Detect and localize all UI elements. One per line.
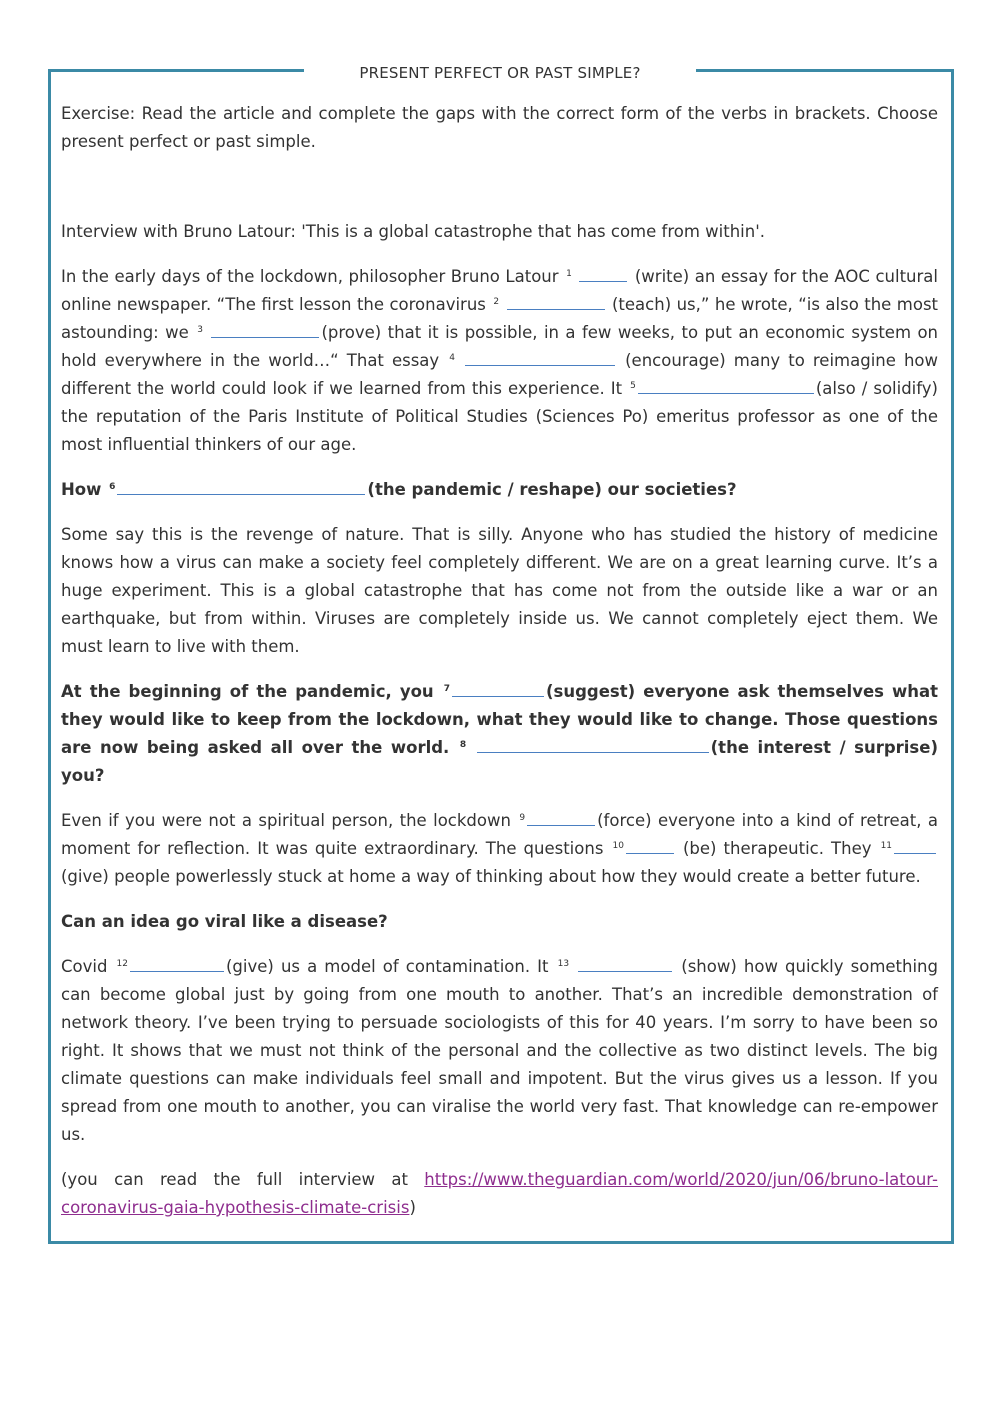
gap-input-4[interactable] [465, 347, 615, 366]
text: (prove) that it is possible, in a few weeks, to put an economic system on hold everywhere in the world…“ That essay [61, 323, 939, 370]
text: Even if you were not a spiritual person, the lockdown [61, 811, 518, 830]
gap-number-1: 1 [566, 268, 572, 279]
gap-number-2: 2 [493, 296, 500, 307]
gap-number-6: 6 [109, 481, 116, 492]
text: How [61, 480, 108, 499]
gap-input-5[interactable] [638, 375, 814, 394]
text: Covid [61, 957, 115, 976]
paragraph-2: Some say this is the revenge of nature. That is silly. Anyone who has studied the history of medicine knows how a virus can make a society feel completely different. We are on a great learning curve. It’s a huge experiment. This is a global catastrophe that has come not from the outside like a war or an earthquake, but from within. Viruses are completely inside us. We cannot completely eject them. We must learn to live with them. [61, 525, 938, 656]
text: (you can read the full interview at [61, 1170, 425, 1189]
paragraph-1 [61, 263, 938, 459]
gap-number-13: 13 [557, 958, 570, 969]
text: (force) everyone into a kind of retreat, a moment for reflection. It was quite extraordinary. The questions [61, 811, 938, 858]
text: (suggest) everyone ask themselves what they would like to keep from the lockdown, what they would like to change. Those questions are now being asked all over the world. [61, 682, 939, 757]
text: (give) us a model of contamination. It [226, 957, 556, 976]
question-1 [61, 476, 938, 504]
gap-number-9: 9 [519, 812, 526, 823]
gap-input-6[interactable] [117, 476, 365, 495]
gap-input-9[interactable] [527, 807, 595, 826]
gap-input-13[interactable] [578, 953, 672, 972]
gap-input-1[interactable] [579, 263, 627, 282]
spacer [61, 173, 938, 218]
gap-input-2[interactable] [507, 291, 605, 310]
gap-input-12[interactable] [130, 953, 224, 972]
gap-number-10: 10 [612, 840, 624, 851]
frame-top-border-right [696, 69, 954, 72]
text: At the beginning of the pandemic, you [61, 682, 442, 701]
paragraph-4 [61, 953, 938, 1149]
text: (give) people powerlessly stuck at home a way of thinking about how they would create a better future. [61, 867, 921, 886]
guardian-article-link[interactable]: https://www.theguardian.com/world/2020/jun/06/bruno-latour-coronavirus-gaia-hypothesis-climate-crisis [61, 1170, 938, 1217]
gap-number-5: 5 [630, 380, 636, 391]
gap-number-4: 4 [449, 352, 455, 363]
gap-number-3: 3 [197, 324, 203, 335]
gap-input-8[interactable] [477, 734, 709, 753]
question-2 [61, 678, 938, 790]
text: ) [409, 1198, 416, 1217]
gap-number-8: 8 [459, 739, 467, 750]
gap-input-10[interactable] [626, 835, 674, 854]
gap-number-12: 12 [116, 958, 128, 969]
frame-top-border-left [48, 69, 304, 72]
text: (encourage) many to reimagine how different the world could look if we learned from this experience. It [61, 351, 938, 398]
gap-number-11: 11 [880, 840, 893, 851]
gap-input-7[interactable] [452, 678, 544, 697]
worksheet-title: PRESENT PERFECT OR PAST SIMPLE? [359, 64, 641, 82]
text: (also / solidify) the reputation of the Paris Institute of Political Studies (Sciences Po) emeritus professor as one of the most influential thinkers of our age. [61, 379, 938, 454]
footer-source [61, 1166, 938, 1222]
text: (show) how quickly something can become global just by going from one mouth to another. That’s an incredible demonstration of network theory. I’ve been trying to persuade sociologists of this for 40 years. I’m sorry to have been so right. It shows that we must not think of the personal and the collective as two distinct levels. The big climate questions can make individuals feel small and impotent. But the virus gives us a lesson. If you spread from one mouth to another, you can viralise the world very fast. That knowledge can re-empower us. [61, 957, 938, 1144]
gap-number-7: 7 [443, 683, 450, 694]
gap-input-3[interactable] [211, 319, 319, 338]
gap-input-11[interactable] [894, 835, 936, 854]
text: (the pandemic / reshape) our societies? [367, 480, 737, 499]
instructions: Exercise: Read the article and complete the gaps with the correct form of the verbs in brackets. Choose present perfect or past simple. [61, 104, 938, 151]
text: (the interest / surprise) you? [61, 738, 938, 785]
question-3: Can an idea go viral like a disease? [61, 912, 388, 931]
headline: Interview with Bruno Latour: 'This is a global catastrophe that has come from within'. [61, 222, 765, 241]
text: In the early days of the lockdown, philosopher Bruno Latour [61, 267, 565, 286]
paragraph-3 [61, 807, 938, 891]
text: (write) an essay for the AOC cultural online newspaper. “The first lesson the coronavirus [61, 267, 938, 314]
text: (be) therapeutic. They [675, 839, 879, 858]
worksheet-content [61, 100, 938, 1239]
text: (teach) us,” he wrote, “is also the most astounding: we [61, 295, 939, 342]
